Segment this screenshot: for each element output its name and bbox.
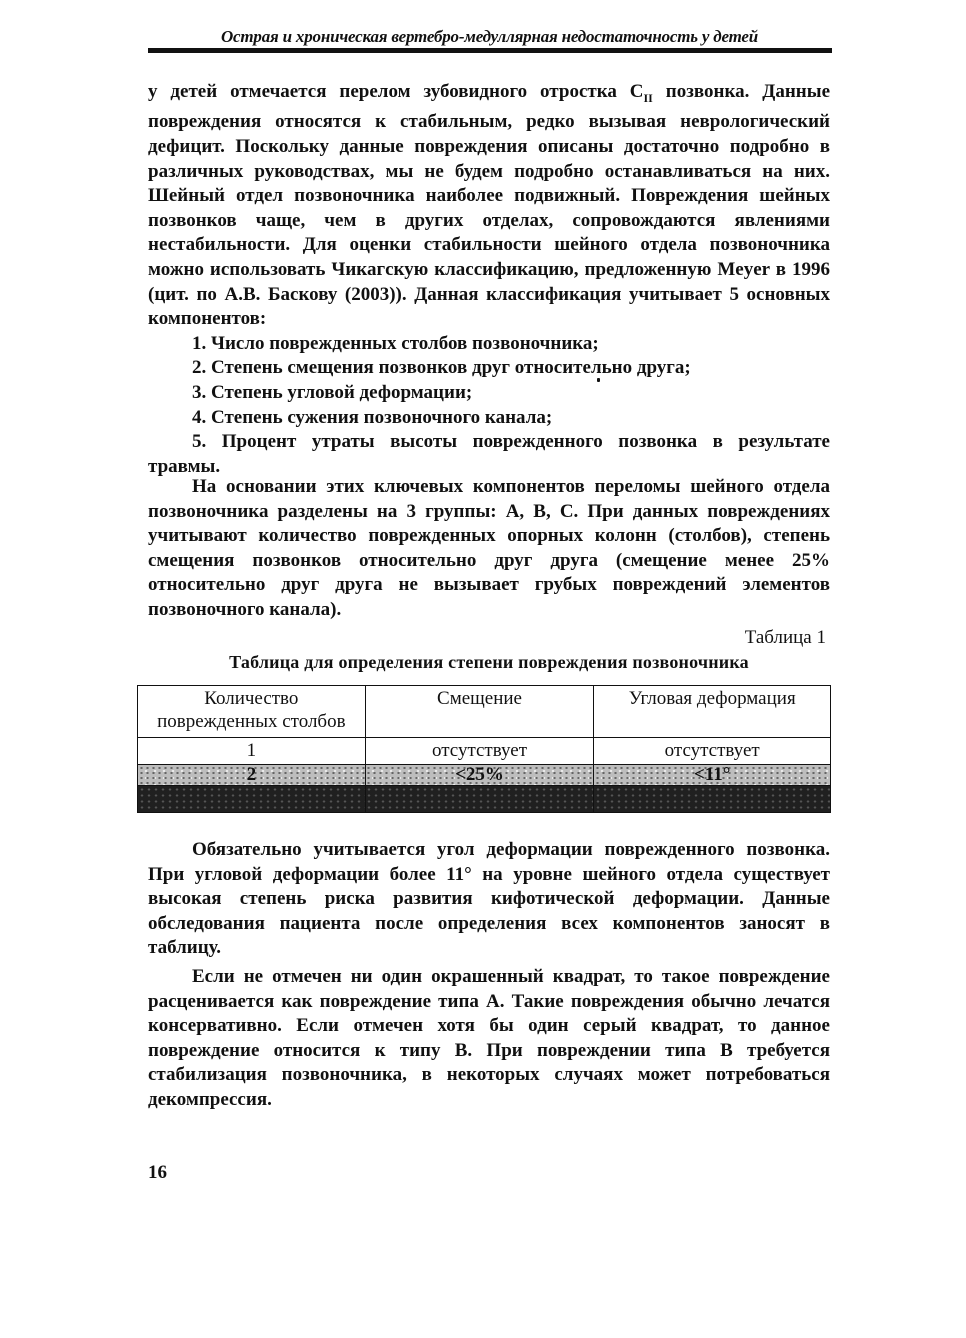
table-cell: <11° bbox=[594, 765, 831, 786]
paragraph: Обязательно учитывается угол деформации поврежденного позвонка. При угловой деформации более 11° на уровне шейного отдела существует высокая степень риска развития кифотической деформации. Данные обследования пациента после определения всех компонентов заносят в таблицу. bbox=[148, 839, 830, 959]
table-cell: 2 bbox=[138, 765, 366, 786]
list-item: 4. Степень сужения позвоночного канала; bbox=[192, 406, 553, 428]
table-row-dark bbox=[138, 786, 831, 813]
table-header-row bbox=[138, 686, 831, 738]
table-header-cell: Смещение bbox=[365, 686, 594, 738]
text-block-conclusion bbox=[148, 838, 830, 1113]
table-cell: <25% bbox=[365, 765, 594, 786]
text-block-groups bbox=[148, 475, 830, 623]
table-cell bbox=[138, 786, 366, 813]
page-number: 16 bbox=[148, 1162, 167, 1183]
table-title: Таблица для определения степени повреждения позвоночника bbox=[229, 652, 749, 672]
table-cell bbox=[594, 786, 831, 813]
print-speck bbox=[597, 378, 600, 382]
list-item: 1. Число поврежденных столбов позвоночника; bbox=[192, 332, 599, 354]
text-block-intro bbox=[148, 80, 830, 479]
injury-grade-table bbox=[137, 685, 831, 813]
list-item: 3. Степень угловой деформации; bbox=[192, 381, 473, 403]
paragraph: На основании этих ключевых компонентов переломы шейного отдела позвоночника разделены на 3 группы: А, В, С. При данных повреждениях учитывают количество поврежденных опорных колонн (столбов), степень смещения позвонков относительно друг друга (смещение менее 25% относительно друг друга не вызывает грубых повреждений элементов позвоночного канала). bbox=[148, 476, 830, 620]
list-item: 2. Степень смещения позвонков друг относительно друга; bbox=[192, 357, 691, 379]
table-cell: 1 bbox=[138, 738, 366, 765]
table-label: Таблица 1 bbox=[744, 627, 826, 648]
list-item: 5. Процент утраты высоты поврежденного позвонка в результате травмы. bbox=[148, 431, 830, 477]
table-header-cell: Угловая деформация bbox=[594, 686, 831, 738]
paragraph: Если не отмечен ни один окрашенный квадрат, то такое повреждение расценивается как повреждение типа А. Такие повреждения обычно лечатся консервативно. Если отмечен хотя бы один серый квадрат, то данное повреждение относится к типу В. При повреждении типа В требуется стабилизация позвоночника, в некоторых случаях может потребоваться декомпрессия. bbox=[148, 965, 830, 1110]
header-rule bbox=[148, 48, 832, 53]
table-header-cell: Количество поврежденных столбов bbox=[138, 686, 366, 738]
subscript: II bbox=[643, 90, 653, 105]
table-cell: отсутствует bbox=[365, 738, 594, 765]
table-cell: отсутствует bbox=[594, 738, 831, 765]
table-cell bbox=[365, 786, 594, 813]
paragraph: у детей отмечается перелом зубовидного отростка $С_{II}$ позвонка. Данные повреждения относятся к стабильным, редко вызывая неврологический дефицит. Поскольку данные повреждения описаны достаточно подробно в различных руководствах, мы не будем подробно останавливаться на них. Шейный отдел позвоночника наиболее подвижный. Повреждения шейных позвонков чаще, чем в других отделах, сопровождаются явлениями нестабильности. Для оценки стабильности шейного отдела позвоночника можно использовать Чикагскую классификацию, предложенную Meyer в 1996 (цит. по А.В. Баскову (2003)). Данная классификация учитывает 5 основных компонентов: bbox=[148, 81, 830, 330]
running-head: Острая и хроническая вертебро-медуллярная недостаточность у детей bbox=[220, 27, 759, 46]
table-row bbox=[138, 738, 831, 765]
table-row-gray bbox=[138, 765, 831, 786]
